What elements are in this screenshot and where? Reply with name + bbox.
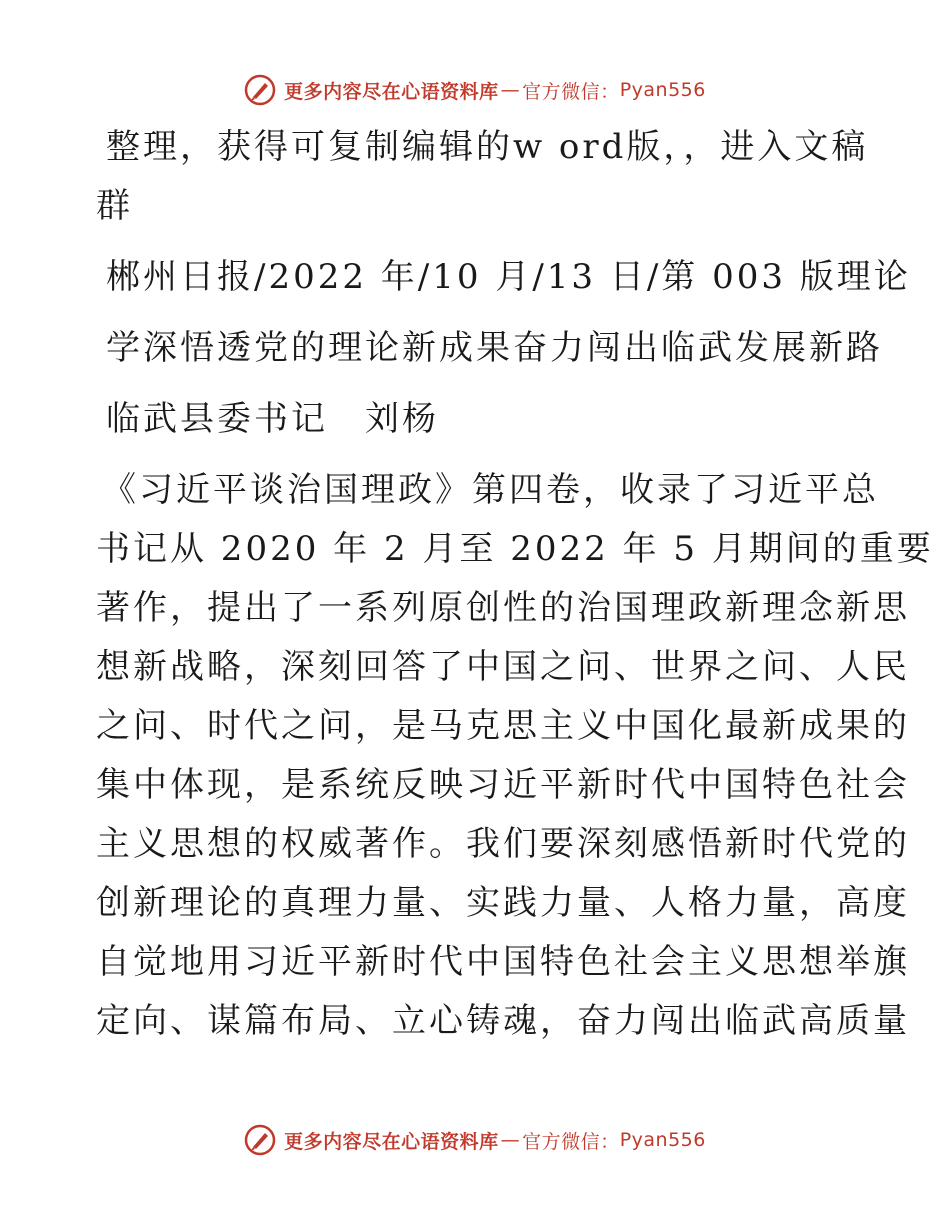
body-line: 想新战略，深刻回答了中国之问、世界之问、人民 (96, 647, 910, 687)
source-line: 郴州日报/2022 年/10 月/13 日/第 003 版理论 (106, 257, 911, 297)
body-line: 创新理论的真理力量、实践力量、人格力量，高度 (96, 883, 910, 923)
document-body (96, 118, 934, 1051)
body-line: 自觉地用习近平新时代中国特色社会主义思想举旗 (96, 942, 910, 982)
intro-line-2: 群 (96, 186, 133, 226)
watermark-site-text: 更多内容尽在心语资料库 (284, 80, 499, 103)
author-line: 临武县委书记 刘杨 (106, 399, 439, 439)
body-line: 《习近平谈治国理政》第四卷，收录了习近平总 (102, 470, 879, 510)
quill-pen-icon (244, 74, 276, 106)
body-line: 定向、谋篇布局、立心铸魂，奋力闯出临武高质量 (96, 1001, 910, 1041)
body-paragraph (96, 461, 934, 1051)
watermark-account: Pyan556 (619, 1129, 706, 1151)
body-line: 集中体现，是系统反映习近平新时代中国特色社会 (96, 765, 910, 805)
watermark-label: 官方微信： (522, 80, 620, 103)
watermark-dash: — (500, 79, 521, 101)
watermark-label: 官方微信： (522, 1130, 620, 1153)
footer-watermark (0, 1120, 950, 1160)
body-line: 之问、时代之问，是马克思主义中国化最新成果的 (96, 706, 910, 746)
watermark-site-text: 更多内容尽在心语资料库 (284, 1130, 499, 1153)
quill-pen-icon (244, 1124, 276, 1156)
intro-line-1: 整理，获得可复制编辑的w ord版，，进入文稿 (106, 127, 869, 167)
body-line: 书记从 2020 年 2 月至 2022 年 5 月期间的重要 (96, 529, 934, 569)
body-line: 著作，提出了一系列原创性的治国理政新理念新思 (96, 588, 910, 628)
article-headline: 学深悟透党的理论新成果奋力闯出临武发展新路 (106, 328, 883, 368)
watermark-account: Pyan556 (619, 79, 706, 101)
body-line: 主义思想的权威著作。我们要深刻感悟新时代党的 (96, 824, 910, 864)
header-watermark (0, 70, 950, 110)
watermark-dash: — (500, 1129, 521, 1151)
